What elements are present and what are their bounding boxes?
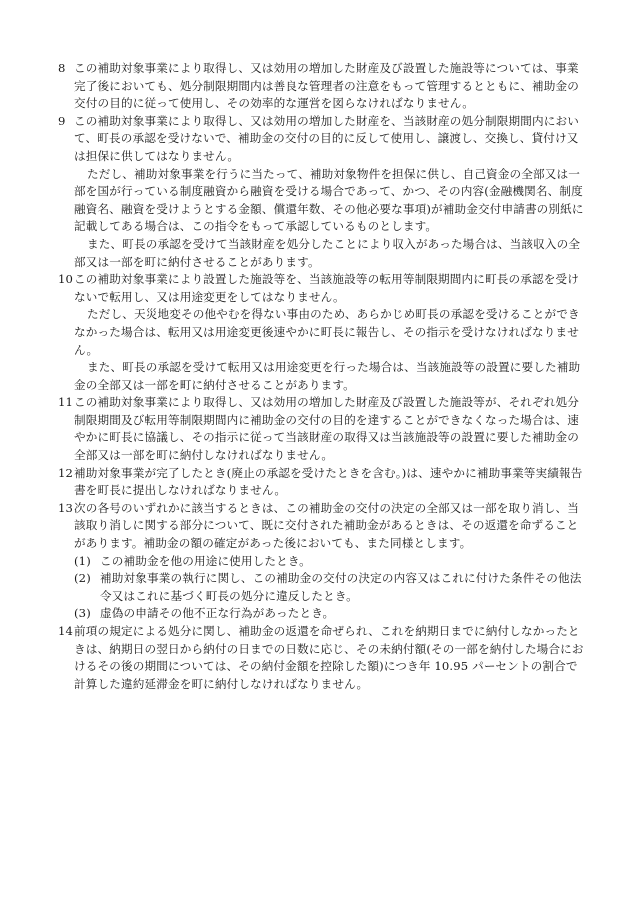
clause-number: 13 xyxy=(58,500,74,515)
clause-9-proviso: ただし、補助対象事業を行うに当たって、補助対象物件を担保に供し、自己資金の全部又は一部を国が行っている制度融資から融資を受ける場合であって、かつ、その内容(金融機関名、制度融資名、融資を受けようとする金額、償還年数、その他必要な事項)が補助金交付申請書の別紙に記載してある場合は、この指令をもって承認しているものとします。 xyxy=(74,166,584,234)
clause-9-additional: また、町長の承認を受けて当該財産を処分したことにより収入があった場合は、当該収入の全部又は一部を町に納付させることがあります。 xyxy=(74,236,581,269)
subitem-text: 虚偽の申請その他不正な行為があったとき。 xyxy=(100,606,335,621)
clause-number: 12 xyxy=(58,465,74,480)
clause-text: この補助対象事業により取得し、又は効用の増加した財産及び設置した施設等については、事業完了後においても、処分制限期間内は善良な管理者の注意をもって管理するとともに、補助金の交付の目的に従って使用し、その効率的な運営を図らなければなりません。 xyxy=(74,61,579,111)
clause-text: 次の各号のいずれかに該当するときは、この補助金の交付の決定の全部又は一部を取り消し、当該取り消しに関する部分について、既に交付された補助金があるときは、その返還を命ずることがあります。補助金の額の確定があった後においても、また同様とします。 xyxy=(74,500,579,551)
clause-number: 10 xyxy=(58,272,74,287)
clause-text: この補助対象事業により設置した施設等を、当該施設等の転用等制限期間内に町長の承認を受けないで転用し、又は用途変更をしてはなりません。 xyxy=(74,272,579,304)
clause-text: 前項の規定による処分に関し、補助金の返還を命ぜられ、これを納期日までに納付しなかったときは、納期日の翌日から納付の日までの日数に応じ、その未納付額(その一部を納付した場合におけるその後の期間については、その納付金額を控除した額)につき年 10.95 パーセントの割合で計算した違約延滞金を町に納付しなければなりません。 xyxy=(74,624,584,691)
clause-13-subitem-1 xyxy=(58,553,584,571)
clause-9 xyxy=(58,113,584,166)
clause-10-proviso: ただし、天災地変その他やむを得ない事由のため、あらかじめ町長の承認を受けることができなかった場合は、転用又は用途変更後速やかに町長に報告し、その指示を受けなければなりません。 xyxy=(74,307,580,357)
clause-13 xyxy=(58,500,584,553)
clause-number: 8 xyxy=(58,61,66,75)
clause-number: 11 xyxy=(58,395,74,410)
subitem-number: (3) xyxy=(74,606,91,621)
document-body xyxy=(58,60,584,693)
subitem-number: (2) xyxy=(74,571,91,586)
clause-text: この補助対象事業により取得し、又は効用の増加した財産を、当該財産の処分制限期間内において、町長の承認を受けないで、補助金の交付の目的に反して使用し、譲渡し、交換し、貸付け又は担保に供してはなりません。 xyxy=(74,113,579,163)
clause-text: この補助対象事業により取得し、又は効用の増加した財産及び設置した施設等が、それぞれ処分制限期間及び転用等制限期間内に補助金の交付の目的を達することができなくなった場合は、速やかに町長に協議し、その指示に従って当該財産の取得又は当該施設等の設置に要した補助金の全部又は一部を町に納付しなければなりません。 xyxy=(74,395,579,463)
clause-8 xyxy=(58,60,584,113)
subitem-number: (1) xyxy=(74,553,91,568)
clause-13-subitem-3 xyxy=(58,605,584,623)
clause-text: 補助対象事業が完了したとき(廃止の承認を受けたときを含む。)は、速やかに補助事業等実績報告書を町長に提出しなければなりません。 xyxy=(74,465,583,498)
clause-number: 14 xyxy=(58,624,74,638)
clause-number: 9 xyxy=(58,113,66,128)
clause-12 xyxy=(58,465,584,500)
subitem-text: 補助対象事業の執行に関し、この補助金の交付の決定の内容又はこれに付けた条件その他法令又はこれに基づく町長の処分に違反したとき。 xyxy=(100,571,582,603)
clause-10-additional: また、町長の承認を受けて転用又は用途変更を行った場合は、当該施設等の設置に要した補助金の全部又は一部を町に納付させることがあります。 xyxy=(74,360,581,392)
clause-11 xyxy=(58,394,584,464)
clause-10 xyxy=(58,271,584,306)
subitem-text: この補助金を他の用途に使用したとき。 xyxy=(100,553,311,568)
clause-13-subitem-2 xyxy=(58,570,584,605)
clause-14 xyxy=(58,623,584,693)
